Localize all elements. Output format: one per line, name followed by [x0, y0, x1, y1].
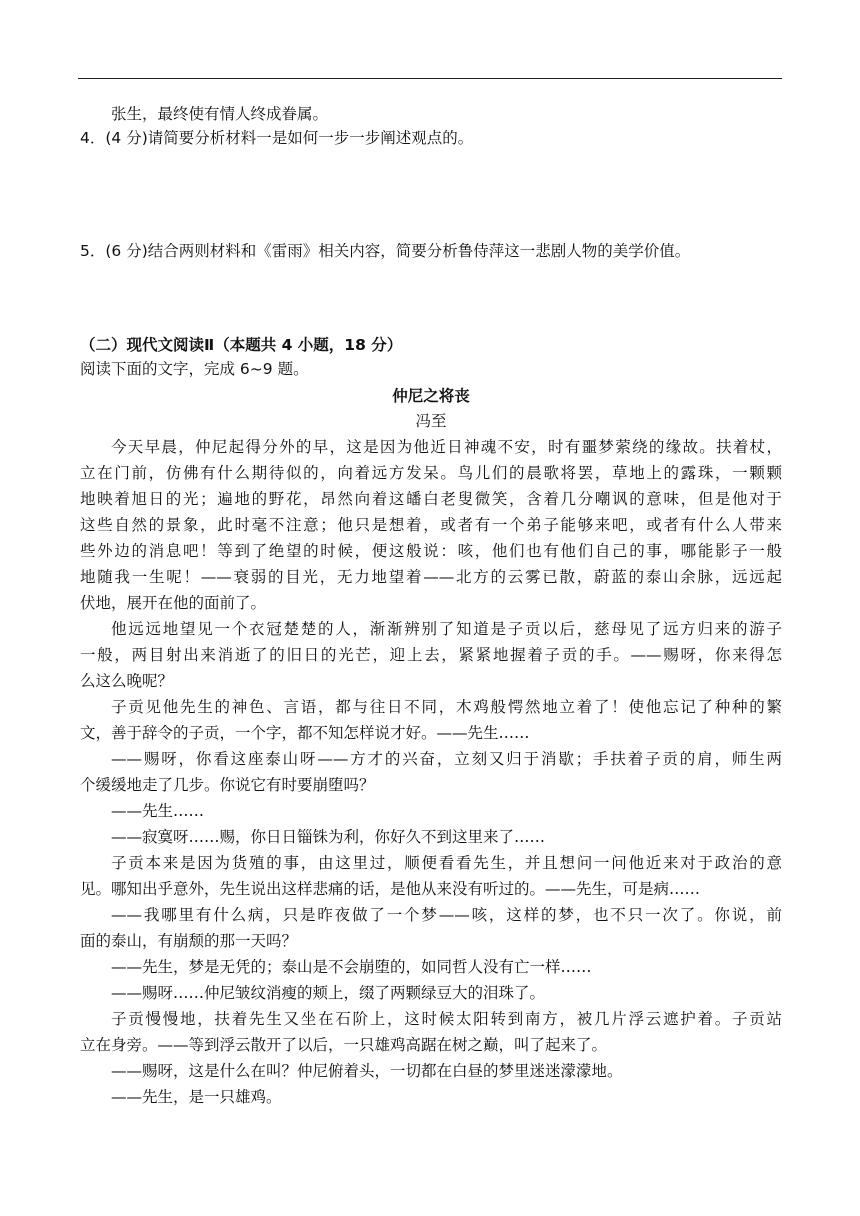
- section-instruction: 阅读下面的文字，完成 6~9 题。: [80, 360, 309, 378]
- article-line: 么这么晚呢？: [80, 672, 174, 690]
- article-line: ——我哪里有什么病，只是昨夜做了一个梦——咳，这样的梦，也不只一次了。你说，前: [111, 906, 782, 924]
- article-line: 子贡慢慢地，扶着先生又坐在石阶上，这时候太阳转到南方，被几片浮云遮护着。子贡站: [111, 1010, 782, 1028]
- question-4-text: (4 分)请简要分析材料一是如何一步一步阐述观点的。: [105, 129, 474, 147]
- question-4: [80, 125, 782, 151]
- article-title: 仲尼之将丧: [392, 386, 470, 405]
- article-line: ——赐呀，你看这座泰山呀——方才的兴奋，立刻又归于消歇；手扶着子贡的肩，师生两: [111, 750, 782, 768]
- article-author: 冯至: [415, 412, 447, 430]
- article-line: ——赐呀……仲尼皱纹消瘦的颊上，缀了两颗绿豆大的泪珠了。: [111, 984, 546, 1002]
- section-heading: （二）现代文阅读Ⅱ（本题共 4 小题，18 分）: [80, 336, 403, 354]
- article-line: 子贡见他先生的神色、言语，都与往日不同，木鸡般愕然地立着了！使他忘记了种种的繁: [111, 698, 782, 716]
- article-line: 今天早晨，仲尼起得分外的早，这是因为他近日神魂不安，时有噩梦萦绕的缘故。扶着杖，: [111, 438, 782, 456]
- question-5-number: 5．: [80, 242, 106, 260]
- article-line: 子贡本来是因为货殖的事，由这里过，顺便看看先生，并且想问一问他近来对于政治的意: [111, 854, 782, 872]
- article-line: 立在门前，仿佛有什么期待似的，向着远方发呆。鸟儿们的晨歌将罢，草地上的露珠，一颗颗: [80, 464, 782, 482]
- article-line: 伏地，展开在他的面前了。: [80, 594, 267, 612]
- question-4-number: 4．: [80, 129, 106, 147]
- article-line: ——先生……: [111, 802, 205, 820]
- article-line: 面的泰山，有崩颓的那一天吗？: [80, 932, 298, 950]
- article-line: 一般，两目射出来消逝了的旧日的光芒，迎上去，紧紧地握着子贡的手。——赐呀，你来得怎: [80, 646, 782, 664]
- article-line: 地映着旭日的光；遍地的野花，昂然向着这皤白老叟微笑，含着几分嘲讽的意味，但是他对于: [80, 490, 782, 508]
- article-line: 地随我一生呢！——衰弱的目光，无力地望着——北方的云雾已散，蔚蓝的泰山余脉，远远起: [80, 568, 782, 586]
- article-line: 文，善于辞令的子贡，一个字，都不知怎样说才好。——先生……: [80, 724, 530, 742]
- header-rule: [78, 78, 782, 79]
- article-line: ——先生，梦是无凭的；泰山是不会崩堕的，如同哲人没有亡一样……: [111, 958, 592, 976]
- question-5-text: (6 分)结合两则材料和《雷雨》相关内容，简要分析鲁侍萍这一悲剧人物的美学价值。: [105, 242, 691, 260]
- article-line: 见。哪知出乎意外，先生说出这样悲痛的话，是他从来没有听过的。——先生，可是病……: [80, 880, 701, 898]
- continuation-text: 张生，最终使有情人终成眷属。: [111, 105, 329, 123]
- article-line: ——赐呀，这是什么在叫？仲尼俯着头，一切都在白昼的梦里迷迷濛濛地。: [111, 1062, 623, 1080]
- article-line: 个缓缓地走了几步。你说它有时要崩堕吗？: [80, 776, 375, 794]
- article-line: 他远远地望见一个衣冠楚楚的人，渐渐辨别了知道是子贡以后，慈母见了远方归来的游子: [111, 620, 782, 638]
- article-line: ——先生，是一只雄鸡。: [111, 1088, 282, 1106]
- article-line: 些外边的消息吧！等到了绝望的时候，便这般说：咳，他们也有他们自己的事，哪能影子一般: [80, 542, 782, 560]
- question-5: [80, 238, 782, 264]
- article-line: ——寂寞呀……赐，你日日锱铢为利，你好久不到这里来了……: [111, 828, 546, 846]
- article-line: 立在身旁。——等到浮云散开了以后，一只雄鸡高踞在树之巅，叫了起来了。: [80, 1036, 608, 1054]
- article-line: 这些自然的景象，此时毫不注意；他只是想着，或者有一个弟子能够来吧，或者有什么人带来: [80, 516, 782, 534]
